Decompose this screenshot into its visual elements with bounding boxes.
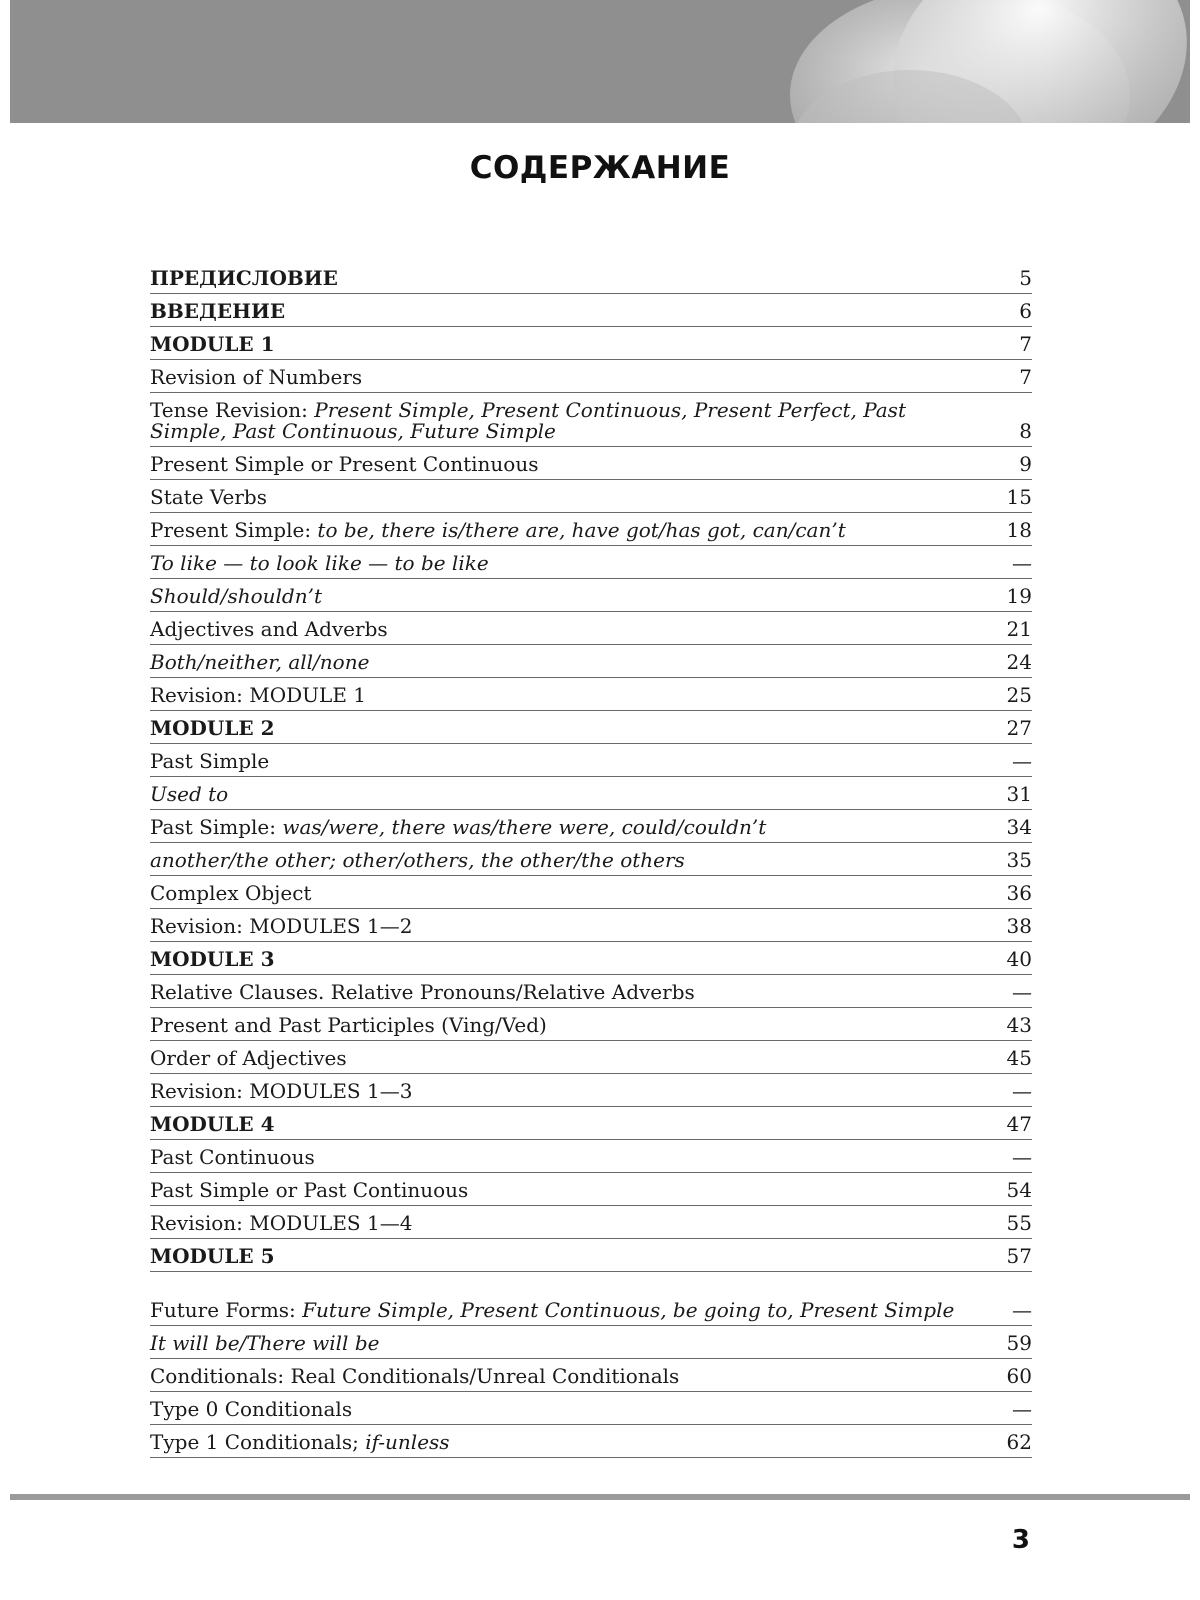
toc-entry-title xyxy=(150,1213,1002,1234)
toc-entry xyxy=(150,327,1032,360)
toc-entry-title-part: State Verbs xyxy=(150,485,267,509)
toc-entry xyxy=(150,1272,1032,1326)
toc-entry-title xyxy=(150,1180,1002,1201)
toc-entry-page: 40 xyxy=(1006,947,1032,971)
toc-entry xyxy=(150,393,1032,447)
toc-entry-title xyxy=(150,301,1002,322)
toc-entry-page: — xyxy=(1012,1298,1032,1322)
toc-entry-page: — xyxy=(1012,551,1032,575)
toc-entry-title-part: Present Simple: xyxy=(150,518,318,542)
toc-entry-title xyxy=(150,553,1002,574)
toc-entry-page: 8 xyxy=(1019,419,1032,443)
toc-entry-title xyxy=(150,982,1002,1003)
toc-entry-page: 47 xyxy=(1006,1112,1032,1136)
toc-entry-title-part: Revision: MODULES 1—4 xyxy=(150,1211,413,1235)
toc-entry-title xyxy=(150,1147,1002,1168)
toc-entry xyxy=(150,1425,1032,1458)
toc-entry-title xyxy=(150,1399,1002,1420)
toc-entry-title xyxy=(150,586,1002,607)
toc-entry-page: — xyxy=(1012,980,1032,1004)
toc-entry-page: 27 xyxy=(1006,716,1032,740)
toc-entry-title-part: Order of Adjectives xyxy=(150,1046,347,1070)
toc-entry-title-part: if-unless xyxy=(365,1430,450,1454)
toc-entry-page: 7 xyxy=(1019,365,1032,389)
toc-entry-title xyxy=(150,1015,1002,1036)
header-band xyxy=(10,0,1190,123)
toc-entry xyxy=(150,447,1032,480)
toc-entry-title-part: To like — to look like — to be like xyxy=(150,551,489,575)
toc-entry-page: 15 xyxy=(1006,485,1032,509)
toc-entry-title-part: was/were, there was/there were, could/couldn’t xyxy=(282,815,767,839)
toc-entry-title-part: Adjectives and Adverbs xyxy=(150,617,388,641)
page-number: 3 xyxy=(1011,1525,1030,1555)
toc-entry xyxy=(150,1107,1032,1140)
toc-entry-title-part: to be, there is/there are, have got/has got, can/can’t xyxy=(317,518,846,542)
toc-entry-title-part: Present Simple or Present Continuous xyxy=(150,452,539,476)
toc-entry xyxy=(150,1140,1032,1173)
toc-entry xyxy=(150,744,1032,777)
toc-entry-title-part: Revision: MODULES 1—2 xyxy=(150,914,413,938)
toc-entry-page: 62 xyxy=(1006,1430,1032,1454)
toc-entry xyxy=(150,810,1032,843)
toc-entry-title-part: Future Forms: xyxy=(150,1298,303,1322)
toc-entry xyxy=(150,1173,1032,1206)
toc-entry xyxy=(150,1239,1032,1272)
toc-entry-title xyxy=(150,850,1002,871)
toc-entry xyxy=(150,579,1032,612)
toc-entry-title xyxy=(150,949,1002,970)
toc-entry-title xyxy=(150,1333,1002,1354)
toc-entry-title-part: ПРЕДИСЛОВИЕ xyxy=(150,266,338,290)
toc-entry xyxy=(150,909,1032,942)
toc-entry xyxy=(150,480,1032,513)
toc-entry-title xyxy=(150,1246,1002,1267)
toc-entry-title-part: Present and Past Participles (Ving/Ved) xyxy=(150,1013,547,1037)
toc-entry xyxy=(150,261,1032,294)
toc-entry xyxy=(150,513,1032,546)
toc-entry-title xyxy=(150,883,1002,904)
toc-entry-page: 38 xyxy=(1006,914,1032,938)
toc-entry-page: 57 xyxy=(1006,1244,1032,1268)
toc-entry xyxy=(150,777,1032,810)
toc-entry-page: 35 xyxy=(1006,848,1032,872)
toc-entry-title-part: Revision: MODULES 1—3 xyxy=(150,1079,413,1103)
toc-entry-title xyxy=(150,1048,1002,1069)
toc-entry-page: — xyxy=(1012,1145,1032,1169)
toc-entry-page: 54 xyxy=(1006,1178,1032,1202)
toc-entry xyxy=(150,711,1032,744)
toc-entry-page: — xyxy=(1012,1397,1032,1421)
toc-entry-title-part: MODULE 4 xyxy=(150,1112,275,1136)
toc-entry-title xyxy=(150,751,1002,772)
toc-entry-title-part: Future Simple, Present Continuous, be going to, Present Simple xyxy=(302,1298,955,1322)
toc-entry xyxy=(150,360,1032,393)
toc-entry-title xyxy=(150,784,1002,805)
toc-entry-title-part: Type 1 Conditionals; xyxy=(150,1430,366,1454)
toc-entry-page: 9 xyxy=(1019,452,1032,476)
toc-entry-title xyxy=(150,400,1002,442)
toc-entry xyxy=(150,1008,1032,1041)
toc-entry-title-part: MODULE 2 xyxy=(150,716,275,740)
toc-entry-page: 31 xyxy=(1006,782,1032,806)
toc-entry-page: — xyxy=(1012,1079,1032,1103)
toc-entry-title-part: Should/shouldn’t xyxy=(150,584,322,608)
toc-entry-title-part: Both/neither, all/none xyxy=(150,650,370,674)
toc-entry-page: 21 xyxy=(1006,617,1032,641)
toc-entry-page: 18 xyxy=(1006,518,1032,542)
toc-entry-title-part: Past Simple xyxy=(150,749,270,773)
toc-entry-title xyxy=(150,1081,1002,1102)
toc-entry-title-part: MODULE 3 xyxy=(150,947,275,971)
toc-entry xyxy=(150,1074,1032,1107)
toc-entry-page: 45 xyxy=(1006,1046,1032,1070)
decorative-petals-graphic xyxy=(710,0,1190,123)
toc-entry-title xyxy=(150,817,1002,838)
toc-entry xyxy=(150,1359,1032,1392)
toc-entry xyxy=(150,678,1032,711)
toc-entry-page: — xyxy=(1012,749,1032,773)
toc-entry-title-part: MODULE 5 xyxy=(150,1244,275,1268)
toc-entry-page: 34 xyxy=(1006,815,1032,839)
toc-entry-page: 25 xyxy=(1006,683,1032,707)
toc-entry xyxy=(150,1326,1032,1359)
toc-entry xyxy=(150,645,1032,678)
table-of-contents xyxy=(150,261,1032,1458)
toc-entry-title xyxy=(150,334,1002,355)
toc-entry-title xyxy=(150,619,1002,640)
toc-entry-page: 7 xyxy=(1019,332,1032,356)
toc-entry-page: 19 xyxy=(1006,584,1032,608)
toc-entry xyxy=(150,612,1032,645)
toc-entry-title xyxy=(150,718,1002,739)
toc-entry-title xyxy=(150,916,1002,937)
toc-entry-title xyxy=(150,454,1002,475)
toc-entry-page: 5 xyxy=(1019,266,1032,290)
toc-entry-title xyxy=(150,1366,1002,1387)
toc-entry-page: 43 xyxy=(1006,1013,1032,1037)
toc-entry-title-part: It will be/There will be xyxy=(150,1331,380,1355)
page-title: СОДЕРЖАНИЕ xyxy=(469,150,731,186)
toc-entry-title-part: Revision: MODULE 1 xyxy=(150,683,366,707)
toc-entry-title xyxy=(150,367,1002,388)
toc-entry-title-part: Used to xyxy=(150,782,229,806)
toc-entry xyxy=(150,1206,1032,1239)
toc-entry-title-part: Past Simple: xyxy=(150,815,283,839)
toc-entry-page: 60 xyxy=(1006,1364,1032,1388)
toc-entry-title-part: Relative Clauses. Relative Pronouns/Relative Adverbs xyxy=(150,980,695,1004)
toc-entry-title-part: Revision of Numbers xyxy=(150,365,363,389)
toc-entry-title xyxy=(150,1432,1002,1453)
toc-entry-title xyxy=(150,685,1002,706)
toc-entry-page: 6 xyxy=(1019,299,1032,323)
toc-entry xyxy=(150,1041,1032,1074)
toc-entry-title-part: Past Continuous xyxy=(150,1145,315,1169)
toc-entry-page: 59 xyxy=(1006,1331,1032,1355)
toc-entry xyxy=(150,546,1032,579)
toc-entry-title-part: MODULE 1 xyxy=(150,332,275,356)
toc-entry-title-part: Type 0 Conditionals xyxy=(150,1397,353,1421)
toc-entry xyxy=(150,975,1032,1008)
toc-entry-title xyxy=(150,1300,1002,1321)
toc-entry-title-part: Conditionals: Real Conditionals/Unreal Conditionals xyxy=(150,1364,680,1388)
bottom-rule xyxy=(10,1494,1190,1500)
toc-entry-title-part: Past Simple or Past Continuous xyxy=(150,1178,469,1202)
toc-entry-page: 24 xyxy=(1006,650,1032,674)
toc-entry xyxy=(150,1392,1032,1425)
toc-entry-title-part: Complex Object xyxy=(150,881,312,905)
toc-entry-title xyxy=(150,268,1002,289)
toc-entry-title-part: another/the other; other/others, the other/the others xyxy=(150,848,685,872)
toc-entry-page: 36 xyxy=(1006,881,1032,905)
toc-entry xyxy=(150,942,1032,975)
toc-entry-title xyxy=(150,487,1002,508)
toc-entry-page: 55 xyxy=(1006,1211,1032,1235)
toc-entry-title xyxy=(150,520,1002,541)
toc-entry-title xyxy=(150,1114,1002,1135)
toc-entry xyxy=(150,876,1032,909)
toc-entry-title-part: Present Simple, Present Continuous, Present Perfect, Past Simple, Past Continuous, Future Simple xyxy=(150,398,906,443)
toc-entry xyxy=(150,843,1032,876)
toc-entry-title-part: ВВЕДЕНИЕ xyxy=(150,299,286,323)
toc-entry-title xyxy=(150,652,1002,673)
toc-entry-title-part: Tense Revision: xyxy=(150,398,315,422)
toc-entry xyxy=(150,294,1032,327)
